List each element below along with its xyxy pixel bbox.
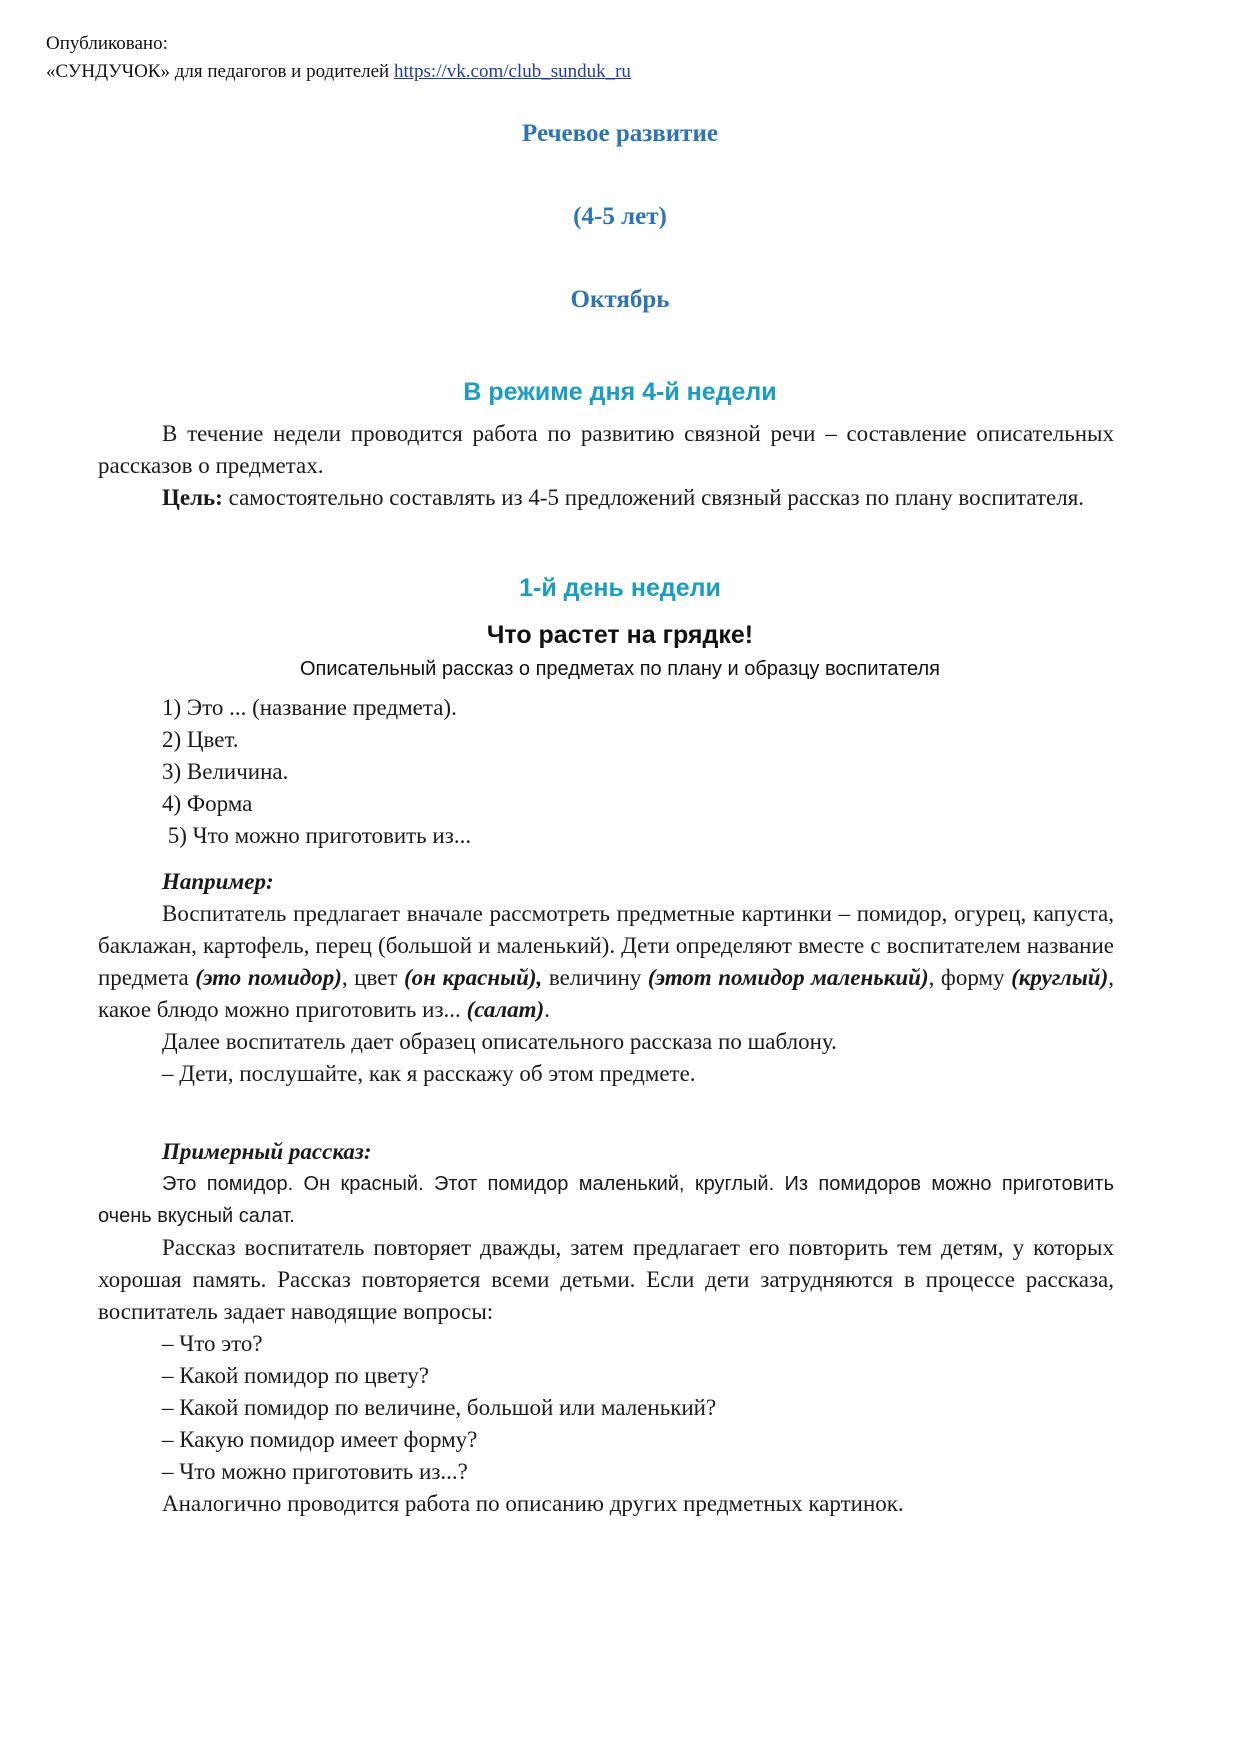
example-text: Воспитатель предлагает вначале рассмотреть предметные картинки – помидор, огурец, капуста, баклажан, картофель, перец (большой и маленький). Дети определяют вместе с воспитателем название предмета (98, 901, 1114, 990)
plan-item: 2) Цвет. (162, 727, 239, 752)
week-intro-block (98, 418, 1114, 514)
example-text: , форму (928, 965, 1012, 990)
question-item: – Какой помидор по цвету? (162, 1363, 430, 1388)
example-answer: (круглый) (1011, 965, 1109, 990)
example-text: . (544, 997, 550, 1022)
week-heading: В режиме дня 4-й недели (463, 378, 777, 406)
topic-title: Что растет на грядке! (486, 621, 754, 649)
plan-item: 3) Величина. (162, 759, 289, 784)
goal-paragraph (98, 482, 1114, 514)
example-label-line (98, 866, 1114, 898)
plan-item: 1) Это ... (название предмета). (162, 695, 457, 720)
week-intro: В течение недели проводится работа по развитию связной речи – составление описательных рассказов о предметах. (98, 421, 1114, 478)
goal-label: Цель: (162, 485, 223, 510)
plan-list (162, 692, 471, 852)
plan-item: 5) Что можно приготовить из... (162, 823, 472, 848)
story-label: Примерный рассказ: (162, 1139, 372, 1164)
publisher-text: «СУНДУЧОК» для педагогов и родителей (46, 61, 390, 82)
publisher-line (46, 58, 631, 86)
example-answer: (этот помидор маленький) (647, 965, 929, 990)
question-item: – Что можно приготовить из...? (162, 1459, 468, 1484)
example-text: , какое блюдо можно приготовить из... (98, 965, 1114, 1022)
example-block (98, 866, 1114, 1090)
question-item: – Что это? (162, 1331, 263, 1356)
question-item: – Какой помидор по величине, большой или маленький? (162, 1395, 717, 1420)
final-paragraph: Аналогично проводится работа по описанию других предметных картинок. (162, 1491, 904, 1516)
plan-item: 4) Форма (162, 791, 253, 816)
story-label-line (98, 1136, 1114, 1168)
publication-header (46, 30, 631, 86)
goal-text: самостоятельно составлять из 4-5 предложений связный рассказ по плану воспитателя. (222, 485, 1085, 510)
after-block (98, 1232, 1114, 1520)
repeat-paragraph: Рассказ воспитатель повторяет дважды, затем предлагает его повторить тем детям, у которых хорошая память. Рассказ повторяется всеми детьми. Если дети затрудняются в процессе рассказа, воспитатель задает наводящие вопросы: (98, 1235, 1114, 1324)
published-label: Опубликовано: (46, 33, 168, 54)
story-block (98, 1136, 1114, 1232)
example-answer: (салат) (466, 997, 545, 1022)
topic-subtitle: Описательный рассказ о предметах по плану и образцу воспитателя (299, 658, 941, 680)
example-paragraph (98, 898, 1114, 1026)
example-label: Например: (162, 869, 274, 894)
question-item: – Какую помидор имеет форму? (162, 1427, 478, 1452)
publisher-link[interactable]: https://vk.com/club_sunduk_ru (393, 61, 631, 82)
story-text: Это помидор. Он красный. Этот помидор маленький, круглый. Из помидоров можно приготовить очень вкусный салат. (98, 1173, 1114, 1227)
example-answer: (это помидор) (195, 965, 342, 990)
day-heading: 1-й день недели (519, 574, 721, 602)
example-answer: (он красный), (404, 965, 543, 990)
age-range: (4-5 лет) (573, 203, 667, 230)
example-text: , цвет (341, 965, 405, 990)
doc-title: Речевое развитие (522, 120, 718, 147)
template-paragraph: Далее воспитатель дает образец описательного рассказа по шаблону. (162, 1029, 837, 1054)
teacher-speech: – Дети, послушайте, как я расскажу об этом предмете. (162, 1061, 696, 1086)
example-text: величину (542, 965, 648, 990)
month-title: Октябрь (570, 286, 670, 313)
